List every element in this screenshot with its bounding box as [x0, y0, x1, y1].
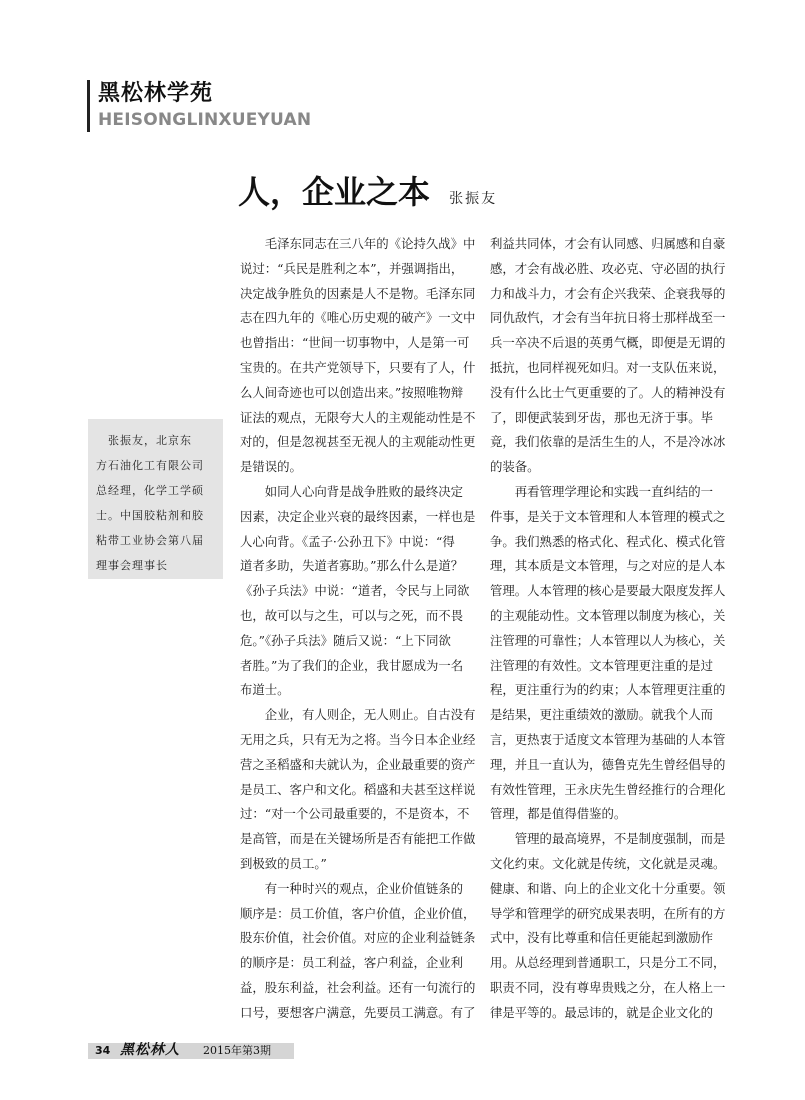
- author-bio-line: 张振友，北京东: [96, 434, 192, 447]
- text-line: 是高管，而是在关键场所是否有能把工作做: [240, 831, 476, 847]
- text-line: 文化约束。文化就是传统，文化就是灵魂。: [490, 855, 726, 871]
- text-line: 管理，都是值得借鉴的。: [490, 806, 627, 822]
- text-line: 再看管理学理论和实践一直纠结的一: [490, 483, 714, 499]
- text-line: 无用之兵，只有无为之将。当今日本企业经: [240, 731, 476, 747]
- issue-label: 2015年第3期: [203, 1044, 271, 1057]
- text-line: 布道士。: [240, 682, 290, 698]
- text-line: 言，更热衷于适度文本管理为基础的人本管: [490, 731, 726, 747]
- section-divider-bar: [87, 80, 90, 132]
- text-line: 了，即便武装到牙齿，那也无济于事。毕: [490, 409, 714, 425]
- text-line: 兵一卒决不后退的英勇气概，即便是无谓的: [490, 335, 726, 351]
- author-bio-line: 士。中国胶粘剂和胶: [96, 509, 204, 522]
- author-bio-line: 理事会理事长: [96, 559, 168, 572]
- text-line: 营之圣稻盛和夫就认为，企业最重要的资产: [240, 756, 476, 772]
- text-line: 健康、和谐、向上的企业文化十分重要。领: [490, 880, 726, 896]
- text-line: 是员工、客户和文化。稻盛和夫甚至这样说: [240, 781, 476, 797]
- text-line: 理，其本质是文本管理，与之对应的是人本: [490, 558, 726, 574]
- text-line: 是错误的。: [240, 459, 302, 475]
- text-line: 力和战斗力，才会有企兴我荣、企衰我辱的: [490, 285, 726, 301]
- text-line: 过：“对一个公司最重要的，不是资本，不: [240, 806, 470, 822]
- text-line: 如同人心向背是战争胜败的最终决定: [240, 483, 464, 499]
- author-bio-line: 总经理，化学工学硕: [96, 484, 204, 497]
- text-line: 没有什么比士气更重要的了。人的精神没有: [490, 384, 726, 400]
- text-line: 顺序是：员工价值，客户价值，企业价值，: [240, 905, 476, 921]
- text-line: 管理。人本管理的核心是要最大限度发挥人: [490, 583, 726, 599]
- text-line: 的顺序是：员工利益，客户利益，企业利: [240, 955, 464, 971]
- text-line: 式中，没有比尊重和信任更能起到激励作: [490, 930, 714, 946]
- text-line: 到极致的员工。”: [240, 855, 327, 871]
- text-line: 理，并且一直认为，德鲁克先生曾经倡导的: [490, 756, 726, 772]
- text-line: 有一种时兴的观点，企业价值链条的: [240, 880, 464, 896]
- text-line: 注管理的可靠性；人本管理以人为核心，关: [490, 632, 726, 648]
- text-line: 宝贵的。在共产党领导下，只要有了人，什: [240, 359, 476, 375]
- text-line: 对的，但是忽视甚至无视人的主观能动性更: [240, 434, 476, 450]
- text-line: 因素，决定企业兴衰的最终因素，一样也是: [240, 508, 476, 524]
- text-line: 职责不同，没有尊卑贵贱之分，在人格上一: [490, 979, 726, 995]
- text-line: 志在四九年的《唯心历史观的破产》一文中: [240, 310, 476, 326]
- page-number: 34: [95, 1044, 111, 1057]
- text-line: 竟，我们依靠的是活生生的人，不是冷冰冰: [490, 434, 726, 450]
- text-line: 管理的最高境界，不是制度强制，而是: [490, 831, 726, 847]
- text-line: 是结果，更注重绩效的激励。就我个人而: [490, 707, 714, 723]
- article-author: 张振友: [449, 191, 498, 207]
- text-line: 利益共同体，才会有认同感、归属感和自豪: [490, 236, 726, 251]
- article-header: [238, 172, 497, 212]
- text-line: 益，股东利益，社会利益。还有一句流行的: [240, 979, 476, 995]
- body-column-left: [240, 232, 480, 1026]
- article-title: 人，企业之本: [238, 173, 431, 211]
- text-line: 程，更注重行为的约束；人本管理更注重的: [490, 682, 726, 698]
- text-line: 用。从总经理到普通职工，只是分工不同，: [490, 955, 726, 971]
- body-column-right: [490, 232, 730, 1026]
- text-line: 口号，要想客户满意，先要员工满意。有了: [240, 1004, 476, 1020]
- text-line: 者胜。”为了我们的企业，我甘愿成为一名: [240, 657, 464, 673]
- text-line: 有效性管理，王永庆先生曾经推行的合理化: [490, 781, 726, 797]
- text-line: 也，故可以与之生，可以与之死，而不畏: [240, 607, 464, 623]
- author-bio-line: 方石油化工有限公司: [96, 459, 204, 472]
- text-line: 毛泽东同志在三八年的《论持久战》中: [240, 236, 476, 251]
- text-line: 危。”《孙子兵法》随后又说：“上下同欲: [240, 632, 451, 648]
- text-line: 的主观能动性。文本管理以制度为核心，关: [490, 607, 726, 623]
- text-line: 证法的观点，无限夸大人的主观能动性是不: [240, 409, 476, 425]
- text-line: 导学和管理学的研究成果表明，在所有的方: [490, 905, 726, 921]
- text-line: 《孙子兵法》中说：“道者，令民与上同欲: [240, 583, 470, 599]
- text-line: 感，才会有战必胜、攻必克、守必固的执行: [490, 260, 726, 276]
- text-line: 抵抗，也同样视死如归。对一支队伍来说，: [490, 359, 726, 375]
- text-line: 股东价值，社会价值。对应的企业利益链条: [240, 930, 476, 946]
- text-line: 企业，有人则企，无人则止。自古没有: [240, 707, 476, 723]
- author-bio: [96, 428, 220, 578]
- text-line: 么人间奇迹也可以创造出来。”按照唯物辩: [240, 384, 464, 400]
- author-bio-line: 粘带工业协会第八届: [96, 534, 204, 547]
- publication-logo: 黑松林人: [120, 1042, 180, 1058]
- text-line: 决定战争胜负的因素是人不是物。毛泽东同: [240, 285, 476, 301]
- text-line: 人心向背。《孟子·公孙丑下》中说：“得: [240, 533, 455, 549]
- text-line: 注管理的有效性。文本管理更注重的是过: [490, 657, 714, 673]
- section-title: 黑松林学苑: [98, 81, 214, 106]
- text-line: 同仇敌忾，才会有当年抗日将士那样战至一: [490, 310, 726, 326]
- text-line: 说过：“兵民是胜利之本”，并强调指出，: [240, 260, 464, 276]
- section-title-pinyin: HEISONGLINXUEYUAN: [98, 110, 312, 130]
- text-line: 也曾指出：“世间一切事物中，人是第一可: [240, 335, 470, 351]
- text-line: 道者多助，失道者寡助。”那么什么是道？: [240, 558, 464, 574]
- text-line: 的装备。: [490, 459, 540, 475]
- text-line: 律是平等的。最忌讳的，就是企业文化的: [490, 1004, 714, 1020]
- text-line: 争。我们熟悉的格式化、程式化、模式化管: [490, 533, 726, 549]
- text-line: 件事，是关于文本管理和人本管理的模式之: [490, 508, 726, 524]
